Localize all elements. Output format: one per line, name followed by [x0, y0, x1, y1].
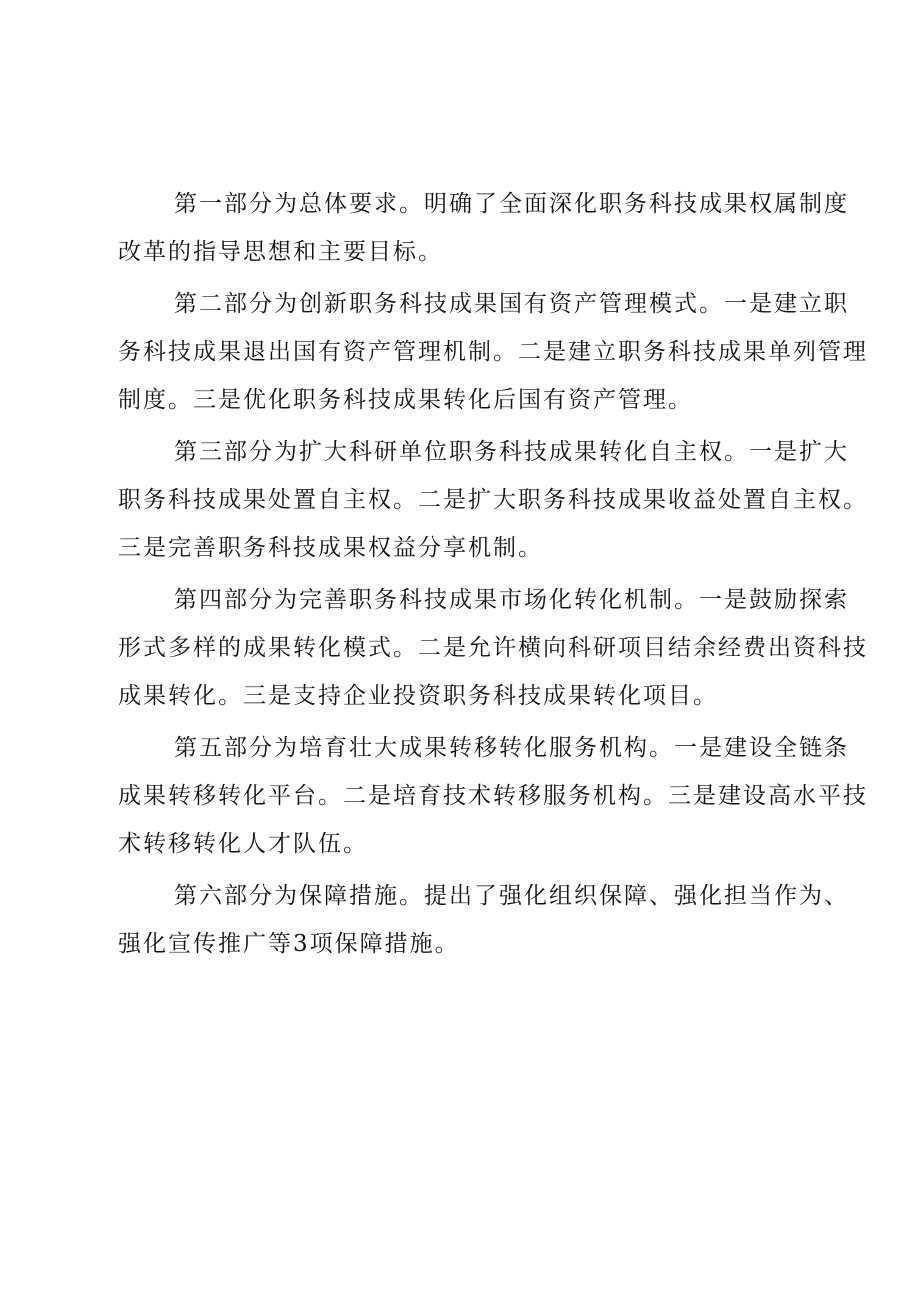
- paragraph-line: 务科技成果退出国有资产管理机制。二是建立职务科技成果单列管理: [118, 339, 868, 365]
- paragraph-line: 制度。三是优化职务科技成果转化后国有资产管理。: [118, 387, 693, 413]
- paragraph-line: 第四部分为完善职务科技成果市场化转化机制。一是鼓励探索: [174, 587, 849, 613]
- paragraph-line: 第五部分为培育壮大成果转移转化服务机构。一是建设全链条: [174, 735, 849, 761]
- paragraph-line: 形式多样的成果转化模式。二是允许横向科研项目结余经费出资科技: [118, 635, 868, 661]
- paragraph-line: 职务科技成果处置自主权。二是扩大职务科技成果收益处置自主权。: [118, 487, 868, 513]
- paragraph-service-institutions: [118, 724, 868, 868]
- paragraph-line: 强化宣传推广等3项保障措施。: [118, 931, 460, 957]
- paragraph-line: 三是完善职务科技成果权益分享机制。: [118, 535, 543, 561]
- paragraph-overall-requirements: [118, 180, 849, 276]
- paragraph-safeguards: [118, 872, 849, 968]
- paragraph-line: 成果转化。三是支持企业投资职务科技成果转化项目。: [118, 683, 718, 709]
- paragraph-line: 第二部分为创新职务科技成果国有资产管理模式。一是建立职: [174, 291, 849, 317]
- document-body: [118, 180, 868, 968]
- paragraph-asset-management: [118, 280, 868, 424]
- paragraph-line: 第六部分为保障措施。提出了强化组织保障、强化担当作为、: [174, 883, 849, 909]
- paragraph-line: 第一部分为总体要求。明确了全面深化职务科技成果权属制度: [174, 191, 849, 217]
- paragraph-line: 改革的指导思想和主要目标。: [118, 239, 443, 265]
- paragraph-market-mechanism: [118, 576, 868, 720]
- paragraph-line: 第三部分为扩大科研单位职务科技成果转化自主权。一是扩大: [174, 439, 849, 465]
- paragraph-line: 成果转移转化平台。二是培育技术转移服务机构。三是建设高水平技: [118, 783, 868, 809]
- paragraph-line: 术转移转化人才队伍。: [118, 831, 368, 857]
- paragraph-autonomy: [118, 428, 868, 572]
